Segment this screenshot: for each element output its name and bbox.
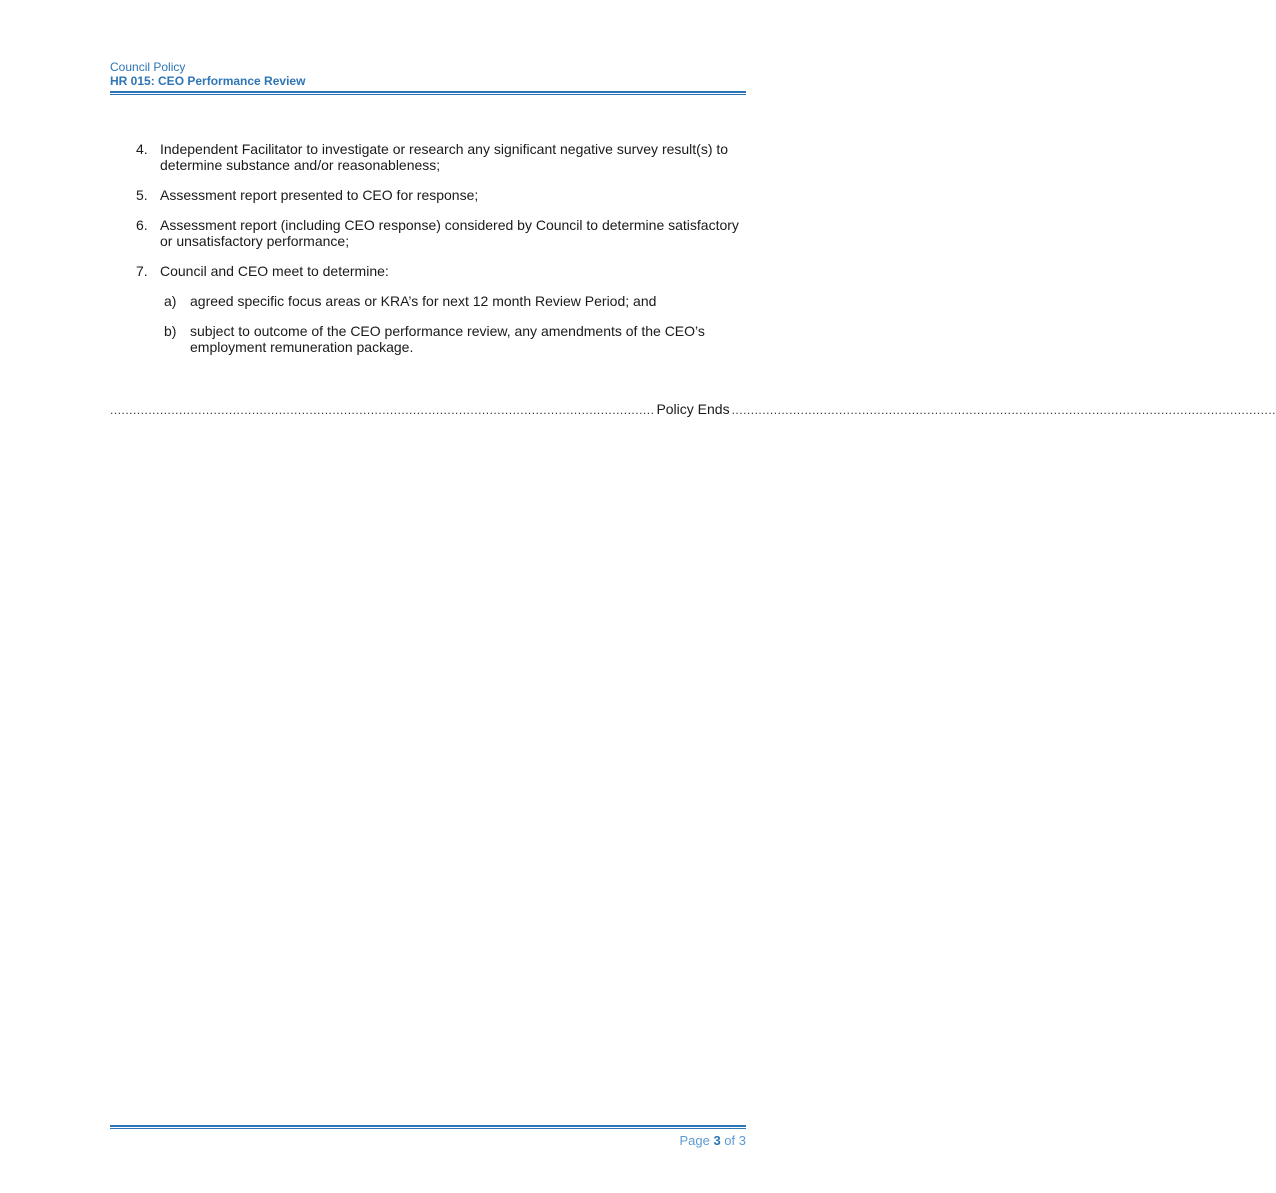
sub-list-item-text: agreed specific focus areas or KRA’s for next 12 month Review Period; and (190, 293, 657, 309)
sub-list-item-letter: a) (164, 293, 177, 309)
policy-ends-line (110, 401, 1276, 417)
header-category: Council Policy (110, 60, 186, 74)
list-item-number: 7. (136, 263, 148, 279)
policy-ends-label: Policy Ends (656, 401, 730, 417)
list-item-text: Assessment report presented to CEO for response; (160, 187, 479, 203)
list-item-number: 4. (136, 141, 148, 157)
document-header (110, 60, 746, 88)
page-number (679, 1133, 746, 1148)
dot-leader-right: .............................................................................................................................................. (731, 403, 1276, 417)
policy-content (110, 141, 746, 369)
page-current: 3 (713, 1133, 721, 1148)
list-item (110, 217, 746, 249)
footer-divider (110, 1125, 746, 1129)
list-item (110, 263, 746, 279)
procedure-list (110, 141, 746, 355)
list-item (110, 187, 746, 203)
page-of: of (724, 1133, 736, 1148)
dot-leader-left: .............................................................................................................................................. (110, 403, 655, 417)
list-item (110, 141, 746, 173)
list-item-number: 5. (136, 187, 148, 203)
sub-list-item (164, 293, 746, 309)
header-title: HR 015: CEO Performance Review (110, 74, 306, 88)
page-total: 3 (738, 1133, 746, 1148)
sub-list-item-letter: b) (164, 323, 177, 339)
sub-list-item (164, 323, 746, 355)
list-item-text: Assessment report (including CEO response) considered by Council to determine satisfactory or unsatisfactory performance; (160, 217, 739, 249)
header-divider (110, 91, 746, 95)
sub-list-item-text: subject to outcome of the CEO performance review, any amendments of the CEO’s employment remuneration package. (190, 323, 705, 355)
list-item-number: 6. (136, 217, 148, 233)
page-word: Page (679, 1133, 710, 1148)
list-item-text: Independent Facilitator to investigate or research any significant negative survey result(s) to determine substance and/or reasonableness; (160, 141, 729, 173)
list-item-text: Council and CEO meet to determine: (160, 263, 389, 279)
